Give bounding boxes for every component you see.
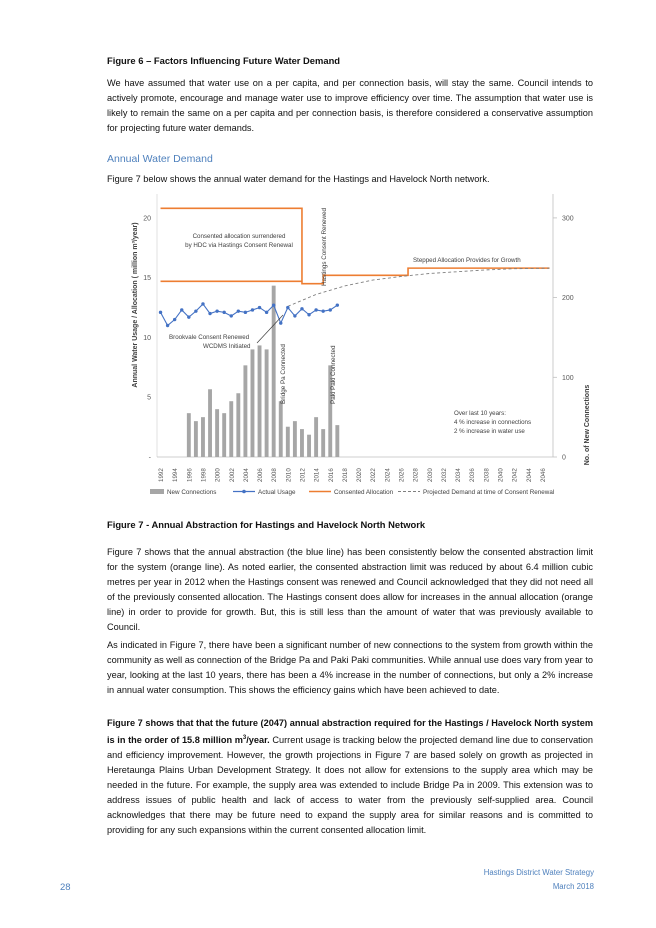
annotation-bridge-pa: Bridge Pa Connected	[280, 344, 287, 404]
actual-usage-point	[208, 312, 211, 315]
x-tick-label: 2014	[313, 468, 321, 482]
annotation-surrendered-line2: by HDC via Hastings Consent Renewal	[185, 242, 293, 249]
connections-bar	[243, 365, 247, 457]
footer-date: March 2018	[552, 882, 594, 891]
actual-usage-point	[258, 306, 261, 309]
right-axis-title: No. of New Connections	[584, 384, 591, 466]
chart-legend	[150, 489, 554, 496]
connections-bar	[251, 349, 255, 457]
left-tick-label: 20	[143, 215, 151, 223]
x-tick-label: 2026	[398, 468, 406, 482]
legend-projected-demand: Projected Demand at time of Consent Renewal	[423, 489, 555, 496]
paragraph-future-demand	[107, 716, 593, 838]
actual-usage-point	[300, 307, 303, 310]
actual-usage-point	[272, 303, 275, 306]
annotation-stepped-allocation: Stepped Allocation Provides for Growth	[413, 257, 521, 264]
connections-bar	[229, 401, 233, 457]
connections-bar	[215, 409, 219, 457]
actual-usage-point	[265, 311, 268, 314]
annotation-water-use-increase: 2 % increase in water use	[454, 428, 525, 435]
actual-usage-point	[286, 306, 289, 309]
connections-bar	[300, 429, 304, 457]
actual-usage-point	[166, 324, 169, 327]
x-tick-label: 2000	[214, 468, 222, 482]
right-axis-ticks	[562, 215, 574, 461]
x-tick-label: 2010	[285, 468, 293, 482]
left-tick-label: -	[148, 454, 151, 462]
future-demand-bold-b: /year.	[246, 735, 270, 746]
x-tick-label: 2004	[242, 468, 250, 482]
connections-bar	[265, 349, 269, 457]
footer-title: Hastings District Water Strategy	[483, 868, 594, 877]
x-tick-label: 2008	[271, 468, 279, 482]
x-tick-label: 1994	[172, 468, 180, 482]
annotation-brookvale-line1: Brookvale Consent Renewed	[169, 334, 250, 341]
actual-usage-point	[159, 311, 162, 314]
annotation-paki-paki: Paki Paki Connected	[330, 345, 337, 404]
legend-marker-usage	[242, 490, 246, 494]
legend-consented-allocation: Consented Allocation	[334, 489, 394, 496]
actual-usage-point	[201, 302, 204, 305]
x-tick-label: 2012	[299, 468, 307, 482]
actual-usage-point	[314, 308, 317, 311]
x-tick-label: 2022	[370, 468, 378, 482]
paragraph-assumption: We have assumed that water use on a per capita, and per connection basis, will stay the same. Council intends to actively promote, encourage and manage water use to improve efficiency over time. The assumption that water use is likely to remain the same on a per capita and per connection basis, is therefore considered a conservative assumption for projecting future water demands.	[107, 78, 593, 133]
x-tick-label: 2040	[497, 468, 505, 482]
page-number: 28	[60, 882, 71, 893]
left-tick-label: 5	[147, 394, 151, 402]
right-tick-label: 100	[562, 374, 574, 382]
section-subheading: Annual Water Demand	[107, 153, 213, 165]
annotation-hastings-consent: Hastings Consent Renewed	[321, 207, 328, 286]
connections-bar	[258, 345, 262, 457]
legend-new-connections: New Connections	[167, 489, 217, 496]
connections-bar	[272, 286, 276, 457]
figure-7-intro: Figure 7 below shows the annual water demand for the Hastings and Havelock North network.	[107, 174, 490, 184]
x-tick-label: 2030	[426, 468, 434, 482]
x-tick-label: 2020	[356, 468, 364, 482]
x-axis-tick-labels	[158, 468, 547, 482]
actual-usage-point	[230, 314, 233, 317]
connections-bar	[194, 421, 198, 457]
annotation-surrendered-line1: Consented allocation surrendered	[192, 233, 286, 240]
connections-bar	[236, 393, 240, 457]
actual-usage-point	[251, 308, 254, 311]
annual-demand-chart	[107, 190, 591, 510]
x-tick-label: 2042	[511, 468, 519, 482]
x-tick-label: 2036	[469, 468, 477, 482]
paragraph-abstraction: Figure 7 shows that the annual abstraction (the blue line) has been consistently below the consented abstraction limit for the system (orange line). As noted earlier, the consented abstraction limit was reduced by about 6.4 million cubic metres per year in 2012 when the Hastings consent was renewed and Council acknowledged that they did not need all of the previously consented allocation. The Hastings consent does allow for increases in the annual allocation (orange line) in order to provide for growth. But, this is still less than the amount of water that was previously available to Council.	[107, 547, 593, 632]
actual-usage-point	[244, 311, 247, 314]
x-tick-label: 2032	[440, 468, 448, 482]
right-tick-label: 200	[562, 295, 574, 303]
actual-usage-point	[222, 311, 225, 314]
right-tick-label: 0	[562, 454, 566, 462]
x-tick-label: 2044	[525, 468, 533, 482]
connections-bar	[279, 401, 283, 457]
connections-bar	[321, 429, 325, 457]
x-tick-label: 2018	[341, 468, 349, 482]
actual-usage-point	[321, 309, 324, 312]
x-tick-label: 2028	[412, 468, 420, 482]
actual-usage-point	[307, 313, 310, 316]
legend-actual-usage: Actual Usage	[258, 489, 296, 496]
actual-usage-point	[215, 309, 218, 312]
actual-usage-point	[336, 303, 339, 306]
actual-usage-point	[293, 314, 296, 317]
connections-bar	[293, 421, 297, 457]
actual-usage-series	[159, 302, 339, 327]
x-tick-label: 2038	[483, 468, 491, 482]
actual-usage-line	[161, 304, 338, 326]
paragraph-connections: As indicated in Figure 7, there have been a significant number of new connections to the system from growth within the community as well as connection of the Bridge Pa and Paki Paki communities. While annual use does vary from year to year, looking at the last 10 years, there has been a 4% increase in the number of connections, but only a 2% increase in annual water consumption. This shows the efficiency gains which have been achieved to date.	[107, 640, 593, 695]
connections-bar	[187, 413, 191, 457]
legend-swatch-connections	[150, 489, 164, 494]
connections-bar	[307, 435, 311, 457]
actual-usage-point	[329, 308, 332, 311]
connections-bar	[314, 417, 318, 457]
right-tick-label: 300	[562, 215, 574, 223]
connections-bar	[286, 427, 290, 457]
x-tick-label: 2002	[228, 468, 236, 482]
connections-bar	[201, 417, 205, 457]
actual-usage-point	[173, 318, 176, 321]
left-axis-title: Annual Water Usage / Allocation ( million m³/year)	[132, 222, 139, 388]
connections-bar	[335, 425, 339, 457]
future-demand-rest: Current usage is tracking below the projected demand line due to conservation and efficiency improvement. However, the growth projections in Figure 7 are based solely on growth as projected in Heretaunga Plains Urban Development Strategy. It does not allow for extensions to the supply area which may be needed in the future. For example, the supply area was extended to include Bridge Pa in 2009. This extension was to address issues of public health and lack of access to water from the previously self-supplied area. Council acknowledges that there may be future need to expand the supply area for similar reasons and is committed to providing for any such expansions within the current consented allocation limit.	[107, 735, 593, 836]
connections-bar	[208, 389, 212, 457]
actual-usage-point	[194, 309, 197, 312]
actual-usage-point	[180, 308, 183, 311]
x-tick-label: 2016	[327, 468, 335, 482]
x-tick-label: 2006	[257, 468, 265, 482]
annotation-brookvale-line2: WCDMS Initiated	[203, 343, 251, 350]
actual-usage-point	[279, 321, 282, 324]
connections-bar	[222, 413, 226, 457]
left-tick-label: 10	[143, 334, 151, 342]
figure-7-caption: Figure 7 - Annual Abstraction for Hastings and Havelock North Network	[107, 519, 426, 530]
x-tick-label: 1992	[158, 468, 166, 482]
actual-usage-point	[237, 309, 240, 312]
x-tick-label: 2046	[539, 468, 547, 482]
figure-6-heading: Figure 6 – Factors Influencing Future Water Demand	[107, 55, 341, 66]
annotation-connections-increase: 4 % increase in connections	[454, 419, 532, 426]
future-demand-bold-a: Figure 7 shows that that the future (2047) annual abstraction required for the Hastings / Havelock North system is in the order of 15.8 million m	[107, 718, 593, 746]
cubic-superscript: 3	[242, 735, 247, 741]
left-tick-label: 15	[143, 275, 151, 283]
x-tick-label: 2024	[384, 468, 392, 482]
left-axis-ticks	[143, 215, 151, 461]
actual-usage-point	[187, 315, 190, 318]
annotation-over-10-years: Over last 10 years:	[454, 410, 506, 417]
brookvale-leader-line	[257, 315, 283, 343]
x-tick-label: 2034	[455, 468, 463, 482]
x-tick-label: 1998	[200, 468, 208, 482]
x-tick-label: 1996	[186, 468, 194, 482]
